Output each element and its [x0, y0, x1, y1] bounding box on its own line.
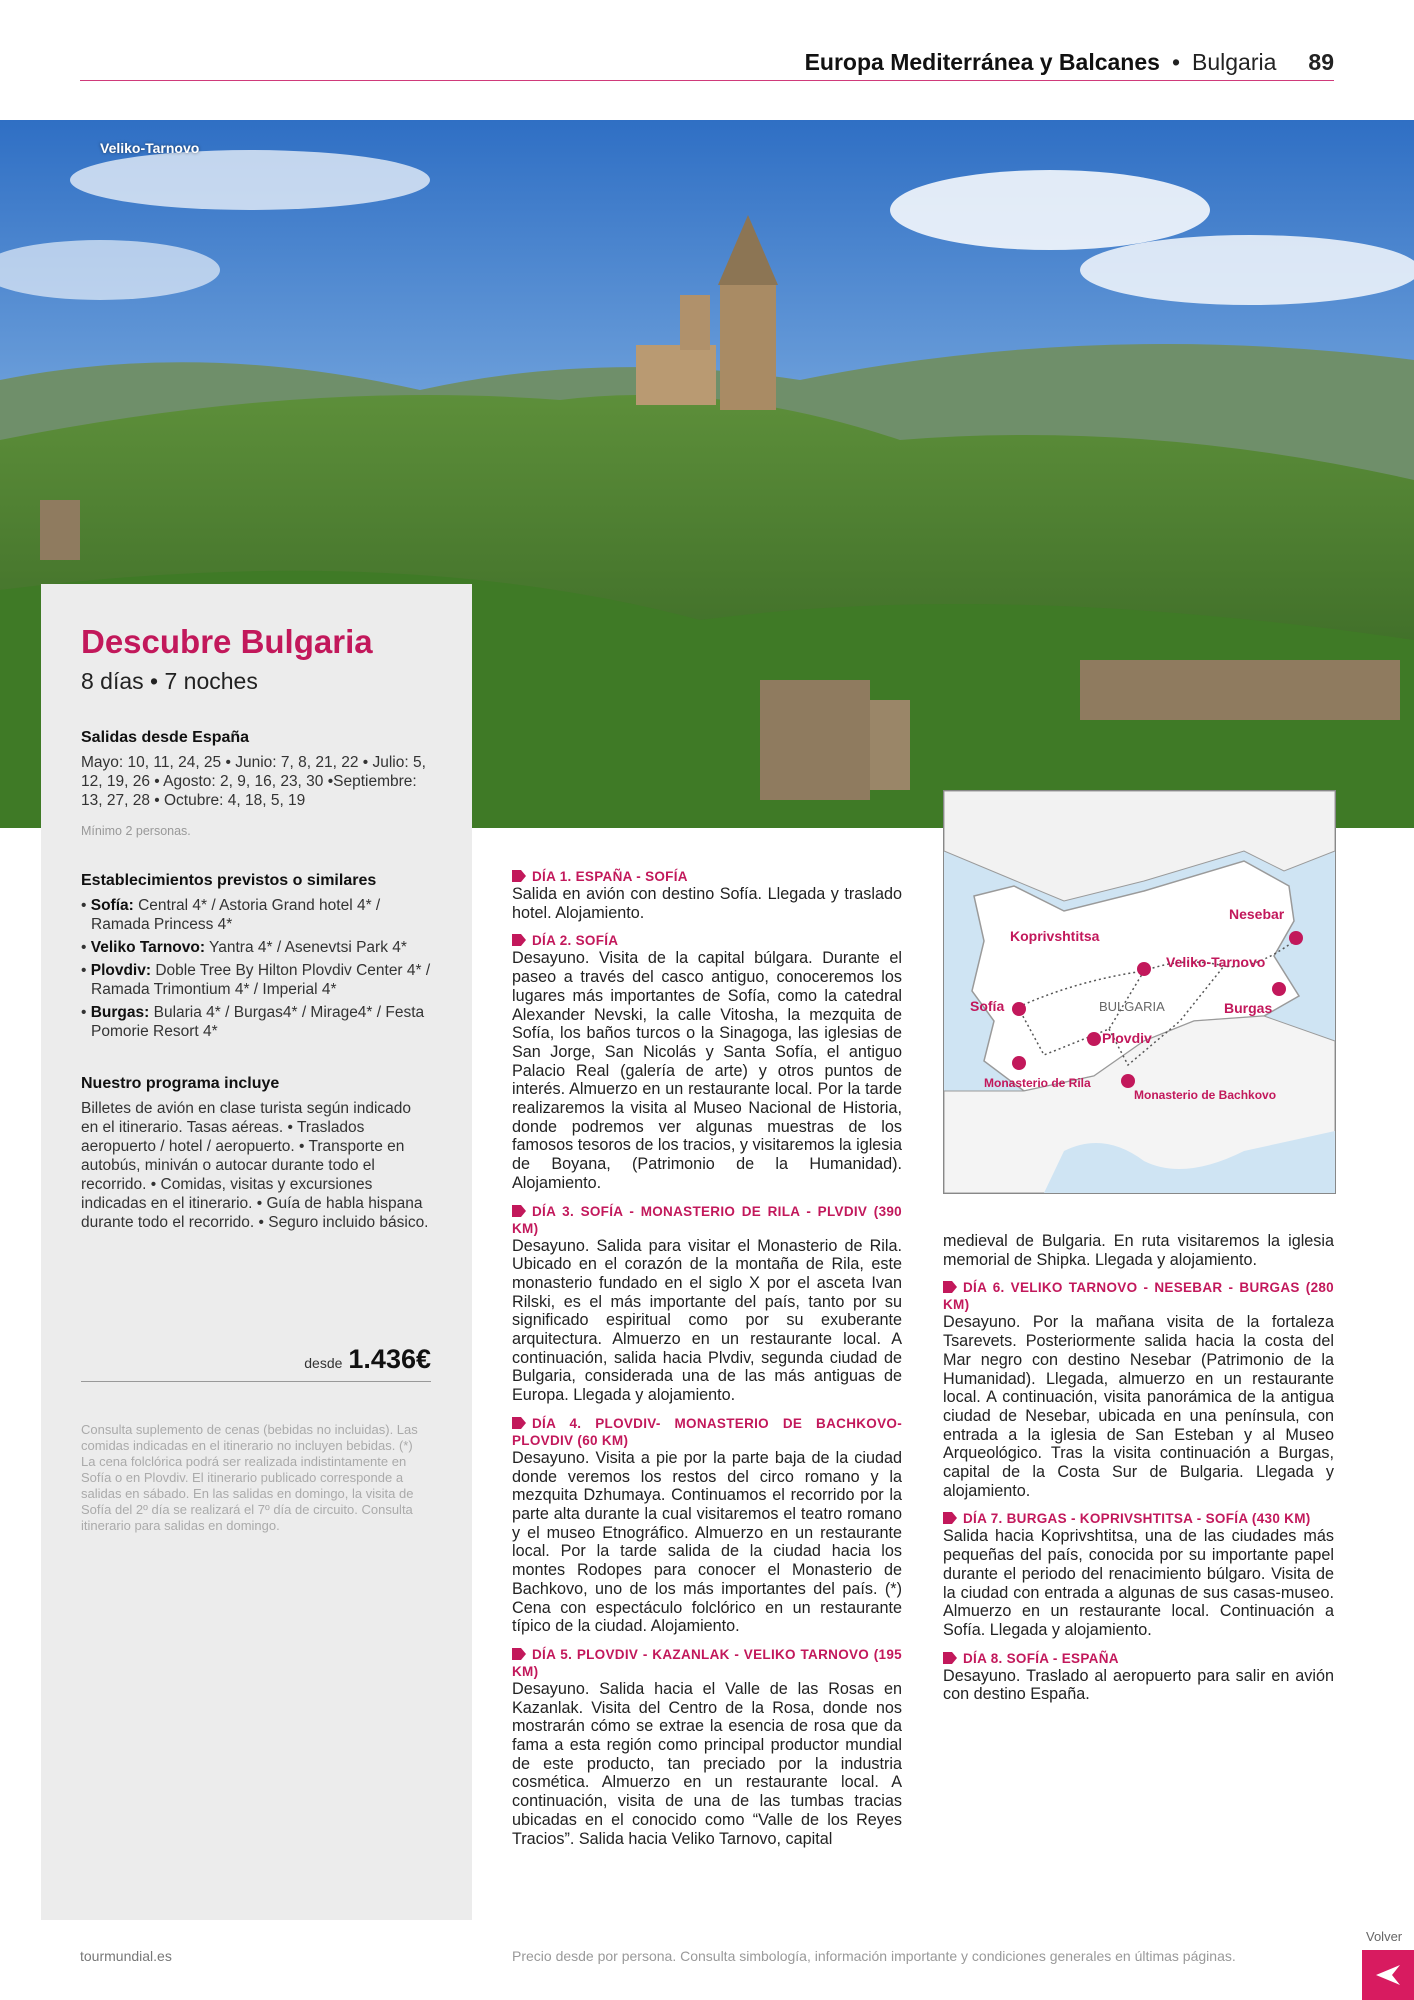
- day-description: Desayuno. Por la mañana visita de la fortaleza Tsarevets. Posteriormente salida hacia la costa del Mar negro con destino Nesebar (Patrimonio de la Humanidad). Llegada, almuerzo en un restaurante local. A continuación, visita panorámica de la antigua ciudad de Nesebar, ubicada en una península, con entrada a la iglesia de San Esteban y al Museo Arqueológico. Tras la visita continuación a Burgas, capital de la Costa Sur de Bulgaria. Llegada y alojamiento.: [943, 1313, 1334, 1500]
- day-heading: [512, 1415, 902, 1449]
- header-separator: •: [1171, 48, 1181, 75]
- page-number: 89: [1308, 48, 1334, 75]
- itinerary-column-2: [943, 1232, 1334, 1714]
- day-heading: [512, 1646, 902, 1680]
- day-heading: [943, 1510, 1334, 1527]
- map-label-veliko-tarnovo: Veliko-Tarnovo: [1166, 954, 1266, 970]
- hotel-names: Doble Tree By Hilton Plovdiv Center 4* / Ramada Trimontium 4* / Imperial 4*: [91, 962, 431, 999]
- map-label-koprivshtitsa: Koprivshtitsa: [1010, 928, 1100, 944]
- route-map: [943, 790, 1336, 1194]
- day-description: Desayuno. Traslado al aeropuerto para salir en avión con destino España.: [943, 1666, 1334, 1704]
- map-label-sofia: Sofía: [970, 998, 1005, 1014]
- hotel-city: Veliko Tarnovo:: [90, 939, 206, 957]
- day-heading-text: DÍA 5. PLOVDIV - KAZANLAK - VELIKO TARNOVO (195 KM): [512, 1646, 902, 1679]
- day-heading-text: DÍA 3. SOFÍA - MONASTERIO DE RILA - PLVDIV (390 KM): [512, 1203, 902, 1236]
- day-heading: [512, 932, 902, 949]
- itinerary-column-1: [512, 868, 902, 1858]
- minimum-persons: Mínimo 2 personas.: [81, 824, 191, 839]
- day-heading: [943, 1650, 1334, 1667]
- includes-text: Billetes de avión en clase turista según indicado en el itinerario. Tasas aéreas. • Traslados aeropuerto / hotel / aeropuerto. • Transporte en autobús, miniván o autocar durante todo el recorrido. • Comidas, visitas y excursiones indicadas en el itinerario. • Guía de habla hispana durante todo el recorrido. • Seguro incluido básico.: [81, 1100, 429, 1232]
- day-heading-text: DÍA 7. BURGAS - KOPRIVSHTITSA - SOFÍA (430 KM): [963, 1511, 1311, 1527]
- price-value: 1.436€: [348, 1344, 431, 1374]
- trip-duration: 8 días • 7 noches: [81, 668, 258, 695]
- hotel-item: • Veliko Tarnovo: Yantra 4* / Asenevtsi Park 4*: [81, 939, 407, 957]
- photo-caption: Veliko-Tarnovo: [100, 140, 200, 156]
- hotels-list: [81, 896, 431, 1041]
- day-heading: [943, 1279, 1334, 1313]
- price-prefix: desde: [304, 1355, 343, 1371]
- day-description-continued: medieval de Bulgaria. En ruta visitaremos la iglesia memorial de Shipka. Llegada y alojamiento.: [943, 1232, 1334, 1269]
- map-marker-sofia: [1012, 1002, 1026, 1016]
- day-description: Desayuno. Visita a pie por la parte baja de la ciudad donde veremos los restos del circo romano y la mezquita Dzhumaya. Continuamos el recorrido por la parte alta durante la cual visitaremos el teatro romano y el museo Etnográfico. Almuerzo en un restaurante local. Por la tarde salida de la ciudad hacia los montes Rodopes para conocer el Monasterio de Bachkovo, uno de los más importantes del país. (*) Cena con espectáculo folclórico en un restaurante típico de la ciudad. Alojamiento.: [512, 1448, 902, 1636]
- day-arrow-icon: [512, 870, 526, 882]
- includes-heading: Nuestro programa incluye: [81, 1075, 280, 1093]
- map-label-nesebar: Nesebar: [1229, 906, 1285, 922]
- day-arrow-icon: [943, 1652, 957, 1664]
- day-heading-text: DÍA 8. SOFÍA - ESPAÑA: [963, 1650, 1119, 1666]
- country-title: Bulgaria: [1192, 48, 1277, 75]
- hotel-city: Burgas:: [90, 1004, 150, 1022]
- day-arrow-icon: [512, 1648, 526, 1660]
- price-row: [81, 1344, 431, 1382]
- hotel-item: • Plovdiv: Doble Tree By Hilton Plovdiv Center 4* / Ramada Trimontium 4* / Imperial 4*: [81, 962, 431, 999]
- map-label-burgas: Burgas: [1224, 1000, 1273, 1016]
- day-description: Desayuno. Visita de la capital búlgara. Durante el paseo a través del casco antiguo, conoceremos los lugares más importantes de Sofía, como la catedral Alexander Nevski, la calle Vitosha, la mezquita de Sofía, los baños turcos o la Sinagoga, las iglesias de San Jorge, San Nicolás y Santa Sofía, el antiguo Palacio Real (galería de arte) y otros puntos de interés. Almuerzo en un restaurante local. Por la tarde realizaremos la visita al Museo Nacional de Historia, donde podremos ver algunas muestras de los famosos tesoros de los tracios, y visitaremos la iglesia de Boyana, (Patrimonio de la Humanidad). Alojamiento.: [512, 949, 902, 1192]
- hotel-names: Central 4* / Astoria Grand hotel 4* / Ramada Princess 4*: [91, 897, 381, 934]
- map-label-bachkovo: Monasterio de Bachkovo: [1134, 1088, 1277, 1102]
- map-marker-bachkovo: [1121, 1074, 1135, 1088]
- map-marker-burgas: [1272, 982, 1286, 996]
- day-heading-text: DÍA 4. PLOVDIV- MONASTERIO DE BACHKOVO-PLOVDIV (60 KM): [512, 1415, 902, 1448]
- day-arrow-icon: [512, 934, 526, 946]
- back-button[interactable]: [1362, 1950, 1414, 2000]
- day-heading-text: DÍA 1. ESPAÑA - SOFÍA: [532, 869, 688, 884]
- day-arrow-icon: [943, 1281, 957, 1293]
- trip-title: Descubre Bulgaria: [81, 623, 373, 660]
- conditions-notes: Consulta suplemento de cenas (bebidas no incluidas). Las comidas indicadas en el itinerario no incluyen bebidas. (*) La cena folclórica podrá ser realizada indistintamente en Sofía o en Plovdiv. El itinerario publicado corresponde a salidas en sábado. En las salidas en domingo, la visita de Sofía del 2º día se realizará el 7º día de circuito. Consulta itinerario para salidas en domingo.: [81, 1422, 418, 1533]
- site-link[interactable]: tourmundial.es: [80, 1948, 172, 1964]
- hotel-names: Bularia 4* / Burgas4* / Mirage4* / Festa Pomorie Resort 4*: [91, 1004, 425, 1041]
- day-description: Desayuno. Salida hacia el Valle de las Rosas en Kazanlak. Visita del Centro de la Rosa, donde nos mostrarán cómo se extrae la esencia de rosa que da fama a esta región como principal productor mundial de este producto, tan preciado por la industria cosmética. Almuerzo en un restaurante local. A continuación, visita de una de las tumbas tracias ubicadas en el conocido como “Valle de los Reyes Tracios”. Salida hacia Veliko Tarnovo, capital: [512, 1679, 902, 1848]
- departures-heading: Salidas desde España: [81, 729, 250, 747]
- bulgaria-map: [944, 791, 1335, 1193]
- back-arrow-icon: [1374, 1963, 1402, 1987]
- trip-summary-panel: [41, 584, 472, 1920]
- map-marker-veliko-tarnovo: [1137, 962, 1151, 976]
- day-arrow-icon: [943, 1512, 957, 1524]
- hotel-item: • Sofía: Central 4* / Astoria Grand hotel 4* / Ramada Princess 4*: [81, 897, 381, 934]
- day-description: Salida hacia Koprivshtitsa, una de las ciudades más pequeñas del país, conocida por su importante papel durante el periodo del renacimiento búlgaro. Visita de la ciudad con entrada a algunas de sus casas-museo. Almuerzo en un restaurante local. Continuación a Sofía. Llegada y alojamiento.: [943, 1527, 1334, 1639]
- day-arrow-icon: [512, 1205, 526, 1217]
- day-description: Salida en avión con destino Sofía. Llegada y traslado hotel. Alojamiento.: [512, 885, 902, 922]
- map-country-label: BULGARIA: [1099, 999, 1165, 1014]
- map-marker-rila: [1012, 1056, 1026, 1070]
- page-header: [80, 44, 1334, 81]
- day-heading: [512, 1203, 902, 1237]
- hotels-heading: Establecimientos previstos o similares: [81, 872, 377, 890]
- day-arrow-icon: [512, 1417, 526, 1429]
- map-label-plovdiv: Plovdiv: [1102, 1030, 1152, 1046]
- back-label: Volver: [1366, 1929, 1403, 1944]
- day-heading-text: DÍA 6. VELIKO TARNOVO - NESEBAR - BURGAS (280 KM): [943, 1280, 1334, 1313]
- hotel-city: Plovdiv:: [90, 962, 152, 980]
- departures-dates: Mayo: 10, 11, 24, 25 • Junio: 7, 8, 21, 22 • Julio: 5, 12, 19, 26 • Agosto: 2, 9, 16, 23, 30 •Septiembre: 13, 27, 28 • Octubre: 4, 18, 5, 19: [81, 754, 426, 810]
- hotel-city: Sofía:: [90, 897, 134, 915]
- map-marker-plovdiv: [1087, 1032, 1101, 1046]
- day-heading: [512, 868, 902, 885]
- footer-disclaimer: Precio desde por persona. Consulta simbología, información importante y condiciones generales en últimas páginas.: [512, 1948, 1236, 1964]
- map-marker-nesebar: [1289, 931, 1303, 945]
- hotel-names: Yantra 4* / Asenevtsi Park 4*: [209, 939, 407, 957]
- day-description: Desayuno. Salida para visitar el Monasterio de Rila. Ubicado en el corazón de la montaña de Rila, este monasterio fundado en el siglo X por el asceta Ivan Rilski, es el más importante del país, tanto por su significado espiritual como por su exuberante arquitectura. Almuerzo en un restaurante local. A continuación, salida hacia Plvdiv, segunda ciudad de Bulgaria, considerada una de las más antiguas de Europa. Llegada y alojamiento.: [512, 1236, 902, 1405]
- hotel-item: • Burgas: Bularia 4* / Burgas4* / Mirage4* / Festa Pomorie Resort 4*: [81, 1004, 425, 1041]
- day-heading-text: DÍA 2. SOFÍA: [532, 933, 619, 949]
- region-title: Europa Mediterránea y Balcanes: [804, 48, 1160, 75]
- map-label-rila: Monasterio de Rila: [984, 1076, 1091, 1090]
